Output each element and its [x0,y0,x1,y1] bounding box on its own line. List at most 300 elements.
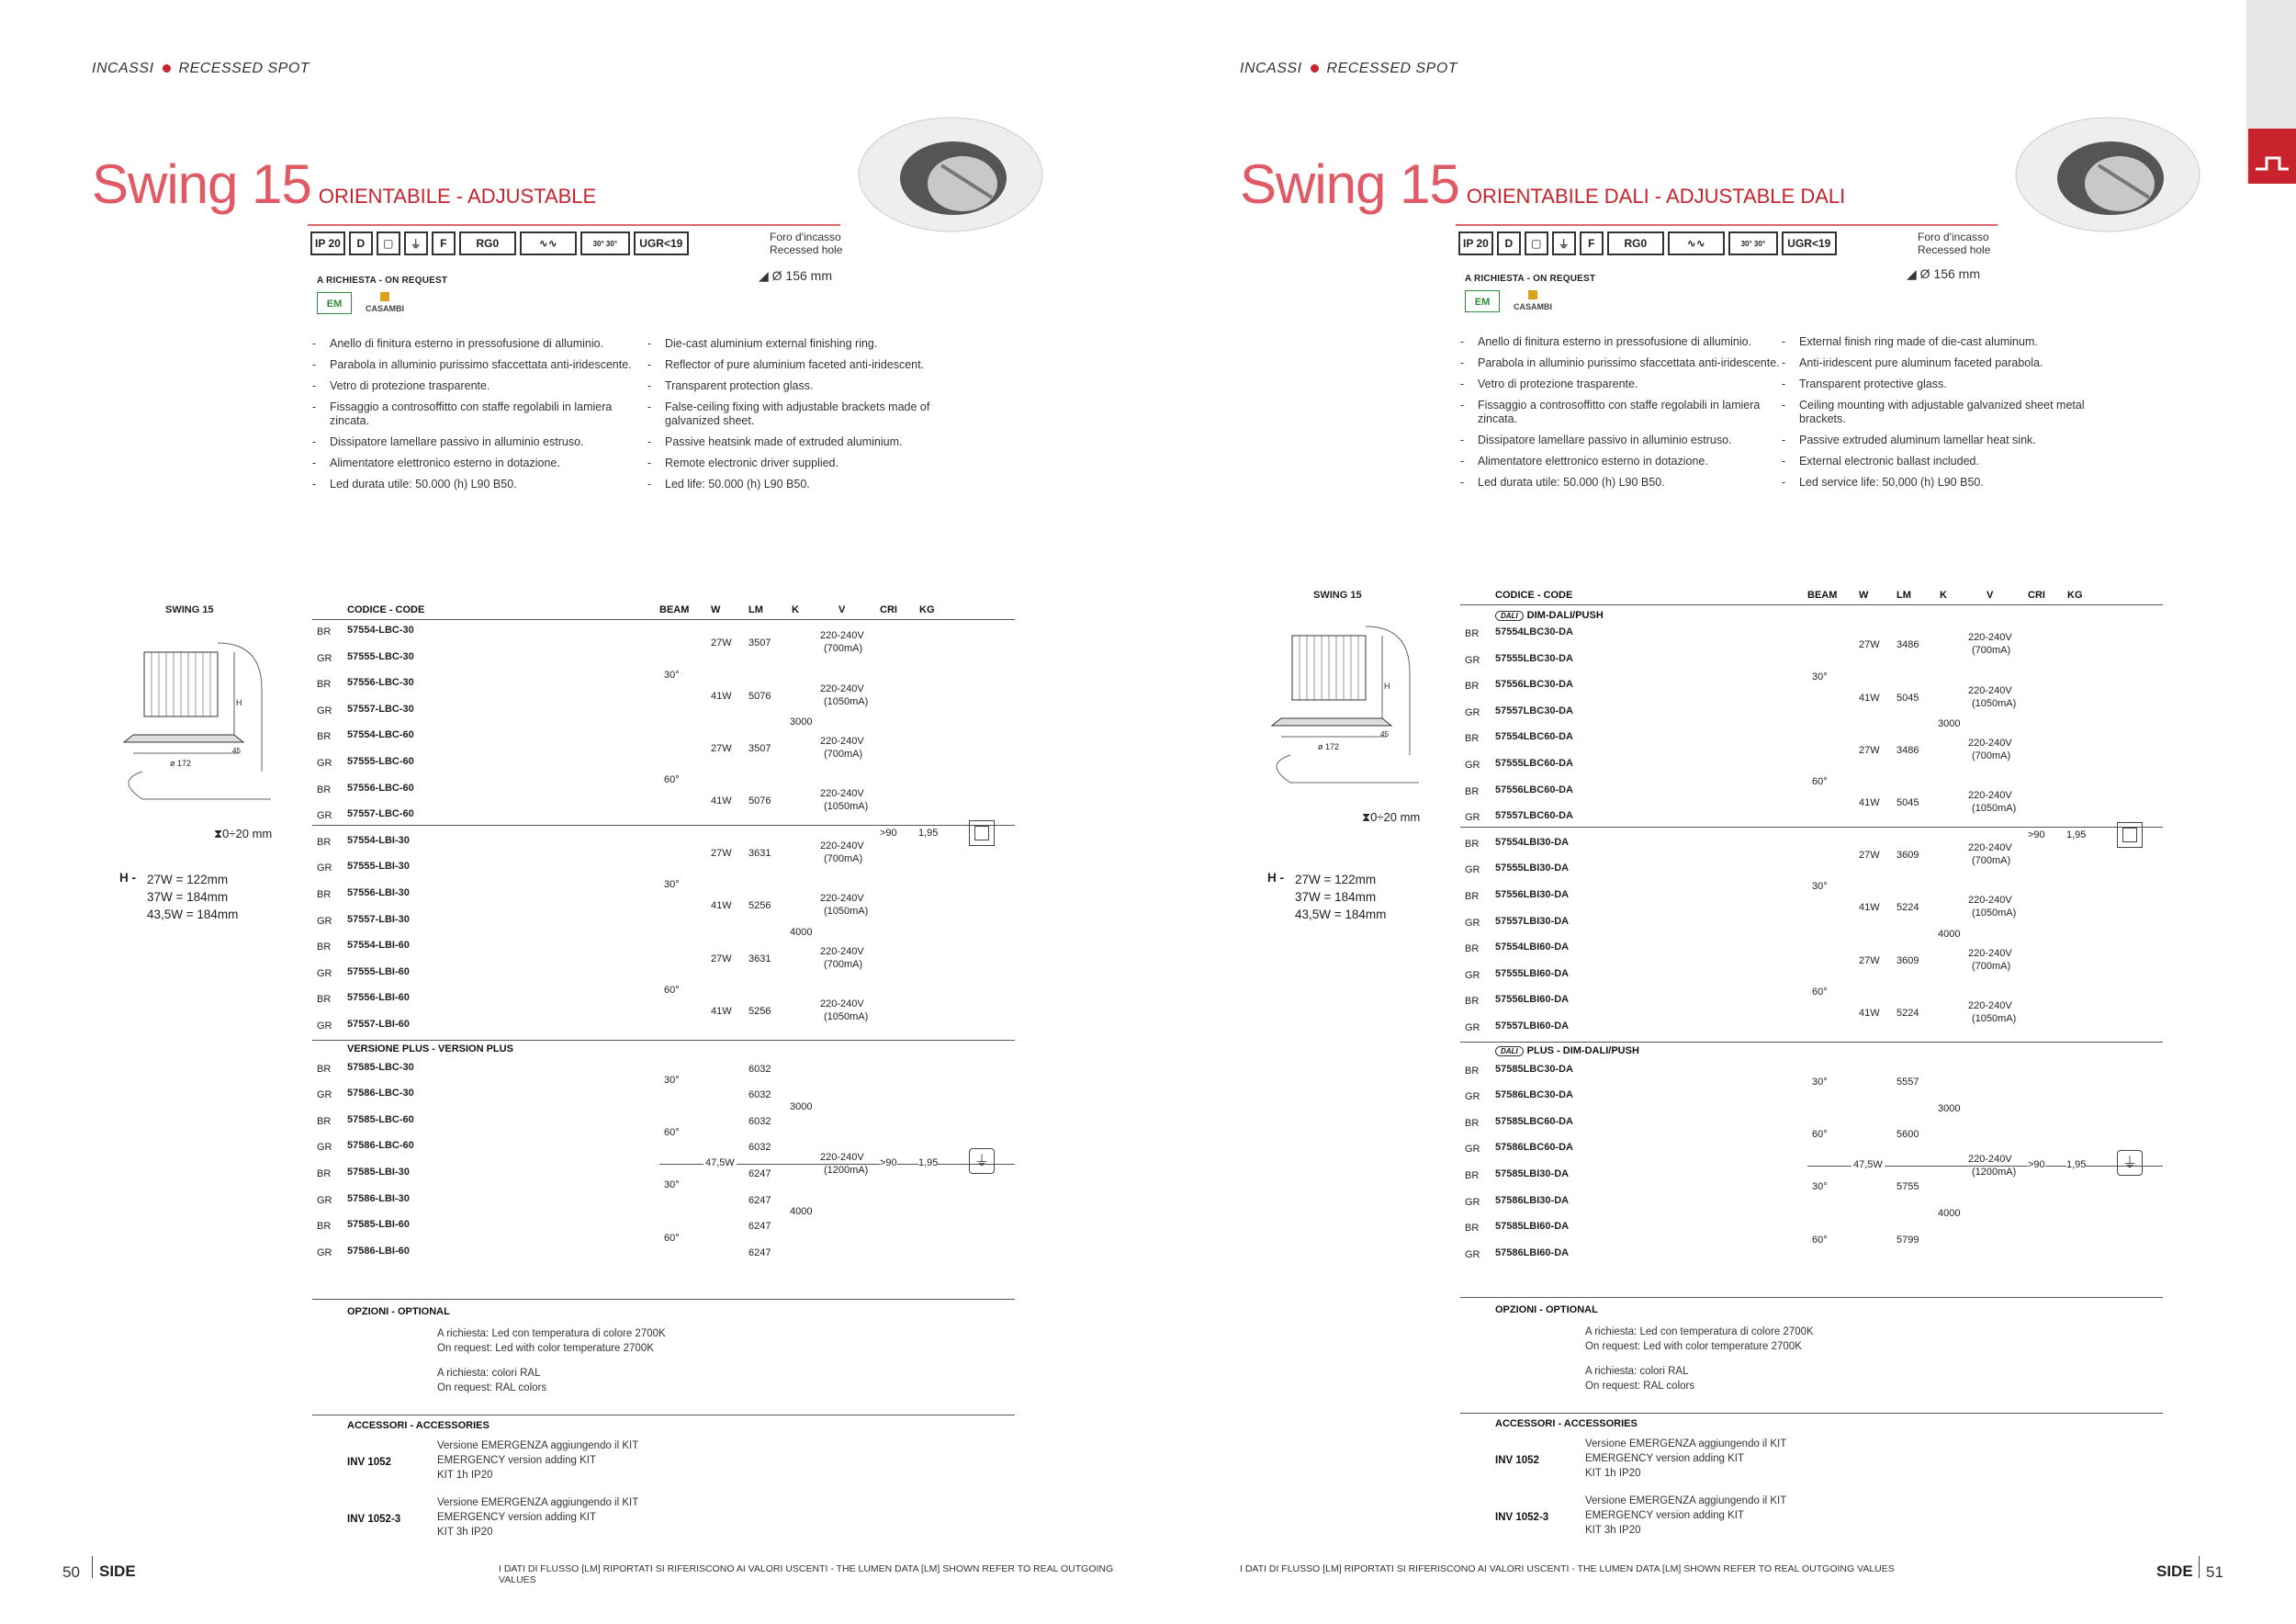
product-code: 57557-LBI-60 [347,1019,410,1030]
table-rule [312,825,1015,826]
product-code: 57554-LBI-30 [347,834,410,846]
feature-item: - Dissipatore lamellare passivo in alluminio estruso. [1460,434,1782,447]
cell-cri: >90 [880,1156,897,1168]
cell-v: 220-240V [1968,895,2012,907]
recessed-hole-diameter: ◢ Ø 156 mm [1907,266,1981,281]
cell-v: 220-240V [1968,999,2012,1011]
feature-item: - Parabola in alluminio purissimo sfaccettata anti-iridescente. [312,358,634,372]
cell-v: (700mA) [1972,855,2011,867]
badge: D [1497,231,1521,255]
cell-beam: 30° [1812,881,1828,893]
product-code: 57554-LBI-60 [347,940,410,952]
h-label: H - [119,871,136,885]
tilt-icon: ⧗ [1362,810,1371,824]
emergency-icon: EM [317,292,352,314]
product-code: 57586-LBI-60 [347,1245,410,1257]
product-code: 57585-LBI-30 [347,1167,410,1178]
col-k: K [792,604,799,615]
cell-w: 41W [1859,902,1880,914]
product-code: 57557-LBI-30 [347,913,410,925]
cell-lm: 3486 [1896,744,1919,756]
casambi-logo: CASAMBI [366,292,404,313]
product-code: 57554-LBC-60 [347,729,414,741]
col-w: W [711,604,721,615]
feature-item: - Parabola in alluminio purissimo sfaccettata anti-iridescente. [1460,356,1782,370]
cell-lm: 5256 [748,900,771,912]
product-code: 57555LBC60-DA [1495,758,1573,769]
col-v: V [1986,590,1994,601]
product-photo [2011,110,2204,239]
cell-v: 220-240V [1968,947,2012,959]
finish-code: BR [317,836,332,848]
cell-lm: 3486 [1896,639,1919,651]
cell-lm: 6032 [748,1063,771,1075]
accessory-desc: Versione EMERGENZA aggiungendo il KIT EMERGENCY version adding KIT KIT 1h IP20 [437,1440,639,1481]
cell-lm: 6247 [748,1221,771,1233]
dim-h: H [1384,682,1390,691]
cell-lm: 3609 [1896,954,1919,966]
features-it [1460,335,1782,497]
feature-item: - Led durata utile: 50.000 (h) L90 B50. [1460,476,1782,490]
cell-cri: >90 [2028,829,2045,840]
accessory-code: INV 1052-3 [1495,1512,1549,1523]
product-code: 57555-LBC-60 [347,756,414,767]
col-cri: CRI [2028,590,2045,601]
dali-section-title: DALI DIM-DALI/PUSH [1495,610,1604,621]
finish-code: BR [317,1115,332,1127]
product-code: 57556LBC30-DA [1495,679,1573,691]
feature-item: - Anello di finitura esterno in pressofusione di alluminio. [1460,335,1782,349]
cell-w: 27W [1859,850,1880,862]
product-code: 57557LBI30-DA [1495,915,1570,927]
cell-w: 27W [711,637,732,649]
product-code: 57554LBI60-DA [1495,942,1570,953]
page-number: 50 [62,1563,80,1581]
cell-w: 27W [1859,954,1880,966]
cell-v: 220-240V [820,735,864,747]
cell-v: (700mA) [824,958,863,970]
finish-code: GR [1465,1248,1480,1260]
cell-k: 3000 [1938,1102,1961,1114]
cell-w: 41W [1859,796,1880,808]
on-request-label: A RICHIESTA - ON REQUEST [1465,274,1596,284]
finish-code: GR [317,1246,332,1258]
badge: UGR<19 [634,231,689,255]
finish-code: BR [1465,681,1480,693]
cell-beam: 30° [1812,671,1828,682]
cell-beam: 60° [664,1232,680,1244]
cell-beam: 30° [664,1179,680,1191]
cell-w: 27W [711,953,732,964]
feature-item: - Remote electronic driver supplied. [647,457,969,470]
finish-code: GR [317,758,332,769]
badge: ⏚ [1552,231,1576,255]
finish-code: BR [317,626,332,637]
finish-code: GR [1465,1144,1480,1156]
cell-v: 220-240V [1968,789,2012,801]
accessory-code: INV 1052 [347,1457,391,1468]
feature-item: - Vetro di protezione trasparente. [312,379,634,393]
finish-code: BR [1465,1223,1480,1235]
cell-v: (1050mA) [1972,908,2017,919]
features-en [647,337,969,499]
recessed-hole-label: Foro d'incasso Recessed hole [1918,231,1991,256]
h-values: 27W = 122mm 37W = 184mm 43,5W = 184mm [147,873,239,921]
cell-lm: 5755 [1896,1181,1919,1193]
accessory-desc: Versione EMERGENZA aggiungendo il KIT EMERGENCY version adding KIT KIT 3h IP20 [1585,1495,1787,1536]
col-kg: KG [2067,590,2083,601]
cell-w: 47,5W [1853,1158,1883,1170]
cell-kg: 1,95 [2066,829,2087,840]
accessory-desc: Versione EMERGENZA aggiungendo il KIT EMERGENCY version adding KIT KIT 3h IP20 [437,1497,639,1538]
feature-item: - Passive heatsink made of extruded aluminium. [647,435,969,449]
product-code: 57585LBC30-DA [1495,1063,1573,1075]
feature-item: - Led durata utile: 50.000 (h) L90 B50. [312,478,634,491]
cell-v: 220-240V [820,682,864,694]
product-code: 57585LBC60-DA [1495,1115,1573,1127]
cell-w: 27W [711,848,732,860]
finish-code: BR [317,1221,332,1233]
plus-section-title: VERSIONE PLUS - VERSION PLUS [347,1043,513,1054]
feature-item: - Fissaggio a controsoffitto con staffe regolabili in lamiera zincata. [312,400,634,428]
finish-code: BR [1465,891,1480,902]
product-code: 57555LBC30-DA [1495,652,1573,664]
h-values: 27W = 122mm 37W = 184mm 43,5W = 184mm [1295,873,1387,921]
cell-v: (700mA) [824,748,863,760]
cell-lm: 5076 [748,690,771,702]
cell-beam: 60° [1812,1234,1828,1246]
cell-lm: 6032 [748,1142,771,1154]
cell-kg: 1,95 [2066,1158,2087,1170]
options-title: OPZIONI - OPTIONAL [1495,1304,1598,1315]
product-code: 57586-LBC-60 [347,1140,414,1152]
cell-lm: 5557 [1896,1076,1919,1088]
finish-code: GR [317,1089,332,1101]
finish-code: GR [317,810,332,822]
col-k: K [1940,590,1947,601]
finish-code: GR [1465,1196,1480,1208]
finish-code: GR [1465,969,1480,981]
cell-k: 4000 [790,1205,813,1217]
product-code: 57554-LBC-30 [347,625,414,636]
footer-pipe [92,1556,93,1578]
product-code: 57556-LBI-60 [347,992,410,1004]
options-title: OPZIONI - OPTIONAL [347,1306,450,1317]
product-photo [854,110,1047,239]
cell-beam: 30° [664,1074,680,1086]
table-rule [1460,604,2163,605]
feature-item: - Vetro di protezione trasparente. [1460,378,1782,391]
cell-beam: 60° [1812,1129,1828,1141]
cell-beam: 60° [1812,776,1828,788]
product-code: 57556LBI60-DA [1495,994,1570,1006]
cell-beam: 30° [664,879,680,891]
on-request-label: A RICHIESTA - ON REQUEST [317,276,448,286]
finish-code: BR [1465,628,1480,639]
page-title: Swing 15 ORIENTABILE - ADJUSTABLE [92,153,597,215]
cell-v: 220-240V [1968,1153,2012,1165]
cell-v: (700mA) [1972,645,2011,657]
badge: F [432,231,456,255]
divider [1460,1297,2163,1298]
cell-beam: 60° [1812,986,1828,998]
finish-code: GR [1465,760,1480,771]
col-lm: LM [748,604,763,615]
cell-lm: 3609 [1896,850,1919,862]
cell-k: 4000 [1938,928,1961,940]
badge: ▢ [377,231,400,255]
cell-w: 41W [1859,1007,1880,1019]
cell-lm: 3631 [748,953,771,964]
product-code: 57586LBI30-DA [1495,1194,1570,1206]
feature-item: - Transparent protective glass. [1782,378,2103,391]
col-beam: BEAM [659,604,690,615]
feature-item: - External electronic ballast included. [1782,455,2103,468]
badge: ⏚ [404,231,428,255]
dim-diameter: ø 172 [1318,742,1340,751]
footer-note: I DATI DI FLUSSO [LM] RIPORTATI SI RIFERISCONO AI VALORI USCENTI - THE LUMEN DATA [LM] SHOWN REFER TO REAL OUTGOING VALUES [499,1563,1114,1585]
product-code: 57555-LBC-30 [347,650,414,662]
badge: IP 20 [310,231,345,255]
feature-item: - Anello di finitura esterno in pressofusione di alluminio. [312,337,634,351]
product-code: 57585LBI30-DA [1495,1168,1570,1179]
feature-item: - Anti-iridescent pure aluminum faceted parabola. [1782,356,2103,370]
page-title: Swing 15 ORIENTABILE DALI - ADJUSTABLE DALI [1240,153,1846,215]
accessories-title: ACCESSORI - ACCESSORIES [1495,1418,1638,1429]
product-code: 57585-LBC-60 [347,1113,414,1125]
cell-w: 41W [711,900,732,912]
table-rule [312,619,1015,620]
cell-w: 41W [711,690,732,702]
product-code: 57586-LBC-30 [347,1088,414,1100]
title-divider [308,224,840,226]
product-code: 57585-LBI-60 [347,1219,410,1231]
dim-diameter: ø 172 [170,759,192,768]
product-code: 57586-LBI-30 [347,1192,410,1204]
cell-k: 4000 [1938,1207,1961,1219]
feature-item: - Die-cast aluminium external finishing ring. [647,337,969,351]
cell-lm: 5076 [748,795,771,806]
cell-cri: >90 [880,827,897,839]
divider [312,1299,1015,1300]
accessory-code: INV 1052-3 [347,1514,401,1525]
cell-v: 220-240V [820,630,864,642]
finish-code: BR [317,942,332,953]
finish-code: GR [1465,654,1480,666]
accessories-title: ACCESSORI - ACCESSORIES [347,1420,490,1431]
feature-item: - Alimentatore elettronico esterno in dotazione. [1460,455,1782,468]
table-rule [312,1040,1015,1041]
cell-v: 220-240V [1968,684,2012,696]
right-page [1148,0,2296,1624]
option-2700k: A richiesta: Led con temperatura di colore 2700K On request: Led with color temperature 2700K [437,1328,666,1354]
cell-v: (1050mA) [824,800,869,812]
col-w: W [1859,590,1869,601]
divider [1460,1413,2163,1414]
product-code: 57555-LBI-60 [347,965,410,977]
product-code: 57586LBC60-DA [1495,1142,1573,1154]
cell-v: 220-240V [1968,842,2012,854]
cell-v: (1200mA) [824,1164,869,1176]
cell-lm: 3631 [748,848,771,860]
section-kicker: INCASSI RECESSED SPOT [92,61,310,76]
col-lm: LM [1896,590,1911,601]
cell-lm: 5799 [1896,1234,1919,1246]
cell-v: (1050mA) [1972,802,2017,814]
feature-item: - Fissaggio a controsoffitto con staffe regolabili in lamiera zincata. [1460,399,1782,426]
cell-v: 220-240V [820,998,864,1009]
feature-item: - Alimentatore elettronico esterno in dotazione. [312,457,634,470]
cell-beam: 60° [664,774,680,786]
finish-code: BR [317,784,332,795]
feature-item: - Dissipatore lamellare passivo in alluminio estruso. [312,435,634,449]
product-code: 57557-LBC-30 [347,703,414,715]
finish-code: BR [317,889,332,900]
finish-code: BR [1465,733,1480,745]
table-rule [1460,1042,2163,1043]
footer-note: I DATI DI FLUSSO [LM] RIPORTATI SI RIFERISCONO AI VALORI USCENTI - THE LUMEN DATA [LM] SHOWN REFER TO REAL OUTGOING VALUES [1240,1563,1895,1574]
cell-k: 3000 [1938,718,1961,730]
finish-code: GR [1465,1022,1480,1033]
badge: ▢ [1525,231,1548,255]
product-code: 57554LBC60-DA [1495,731,1573,743]
cell-lm: 5600 [1896,1129,1919,1141]
product-code: 57555-LBI-30 [347,861,410,873]
finish-code: BR [317,679,332,691]
tilt-range: ⧗0÷20 mm [214,827,273,840]
option-2700k: A richiesta: Led con temperatura di colore 2700K On request: Led with color temperature 2700K [1585,1326,1814,1352]
finish-code: BR [1465,785,1480,797]
h-label: H - [1267,871,1284,885]
section-kicker: INCASSI RECESSED SPOT [1240,61,1458,76]
product-code: 57557LBI60-DA [1495,1021,1570,1032]
product-code: 57556-LBC-60 [347,782,414,794]
cell-v: 220-240V [820,945,864,957]
cell-v: (700mA) [824,643,863,655]
col-kg: KG [919,604,935,615]
cell-v: (1200mA) [1972,1166,2017,1178]
cell-w: 41W [711,795,732,806]
cell-w: 27W [1859,639,1880,651]
cell-v: (1050mA) [1972,1012,2017,1024]
cell-beam: 30° [1812,1076,1828,1088]
product-code: 57556LBI30-DA [1495,889,1570,900]
features-en [1782,335,2103,497]
accessory-desc: Versione EMERGENZA aggiungendo il KIT EMERGENCY version adding KIT KIT 1h IP20 [1585,1438,1787,1479]
cell-v: 220-240V [820,1151,864,1163]
feature-item: - External finish ring made of die-cast aluminum. [1782,335,2103,349]
cell-v: (700mA) [1972,960,2011,972]
cell-lm: 6032 [748,1115,771,1127]
finish-code: GR [1465,917,1480,929]
badge: F [1580,231,1604,255]
product-code: 57557LBC60-DA [1495,810,1573,822]
cell-w: 27W [711,742,732,754]
feature-item: - False-ceiling fixing with adjustable brackets made of galvanized sheet. [647,400,969,428]
feature-item: - Reflector of pure aluminium faceted anti-iridescent. [647,358,969,372]
plus-section-title: DALI PLUS - DIM-DALI/PUSH [1495,1045,1639,1056]
col-cri: CRI [880,604,897,615]
cell-w: 47,5W [705,1156,735,1168]
feature-item: - Ceiling mounting with adjustable galvanized sheet metal brackets. [1782,399,2103,426]
certification-badges [1458,231,1837,259]
dim-h: H [236,698,242,707]
cell-kg: 1,95 [918,1156,939,1168]
feature-item: - Led life: 50.000 (h) L90 B50. [647,478,969,491]
recessed-hole-label: Foro d'incasso Recessed hole [770,231,843,256]
cell-v: (1050mA) [824,906,869,918]
cell-lm: 6032 [748,1089,771,1101]
badge: RG0 [459,231,516,255]
cell-lm: 5224 [1896,1007,1919,1019]
product-code: 57586LBC30-DA [1495,1089,1573,1101]
cell-lm: 6247 [748,1246,771,1258]
brand: SIDE [99,1562,136,1580]
product-code: 57557-LBC-60 [347,808,414,820]
cell-k: 3000 [790,716,813,728]
dali-badge: DALI [1495,1046,1524,1056]
cell-v: 220-240V [820,893,864,905]
cell-v: (1050mA) [1972,697,2017,709]
accessory-code: INV 1052 [1495,1455,1539,1466]
finish-code: BR [1465,1117,1480,1129]
col-beam: BEAM [1807,590,1838,601]
cell-lm: 3507 [748,637,771,649]
finish-code: GR [1465,812,1480,824]
badge: ∿∿ [520,231,577,255]
product-code: 57554LBI30-DA [1495,836,1570,848]
finish-code: BR [317,1063,332,1075]
badge: D [349,231,373,255]
cell-beam: 60° [664,1127,680,1139]
page-number: 51 [2206,1563,2223,1581]
finish-code: BR [1465,1065,1480,1077]
finish-code: GR [317,1021,332,1032]
product-code: 57585LBI60-DA [1495,1221,1570,1233]
certification-badges [310,231,689,259]
cell-lm: 6247 [748,1168,771,1179]
finish-code: GR [317,1194,332,1206]
finish-code: BR [317,731,332,743]
cell-beam: 30° [664,669,680,681]
cell-cri: >90 [2028,1158,2045,1170]
cell-v: (1050mA) [824,695,869,707]
cell-lm: 5224 [1896,902,1919,914]
badge: 30° 30° [1728,231,1778,255]
cell-v: (700mA) [824,853,863,865]
class-ii-icon [969,820,995,846]
title-divider [1456,224,1998,226]
cell-lm: 3507 [748,742,771,754]
feature-item: - Transparent protection glass. [647,379,969,393]
cell-v: 220-240V [820,840,864,852]
cell-lm: 5045 [1896,796,1919,808]
cell-w: 41W [711,1005,732,1017]
cell-w: 41W [1859,692,1880,704]
feature-item: - Led service life: 50,000 (h) L90 B50. [1782,476,2103,490]
product-code: 57586LBI60-DA [1495,1246,1570,1258]
cell-lm: 5045 [1896,692,1919,704]
finish-code: GR [317,652,332,664]
product-code: 57554LBC30-DA [1495,626,1573,637]
finish-code: GR [1465,864,1480,876]
badge: 30° 30° [580,231,630,255]
option-ral: A richiesta: colori RAL On request: RAL colors [1585,1366,1695,1392]
finish-code: BR [1465,943,1480,955]
cell-k: 3000 [790,1100,813,1112]
feature-item: - Passive extruded aluminum lamellar heat sink. [1782,434,2103,447]
finish-code: GR [317,967,332,979]
